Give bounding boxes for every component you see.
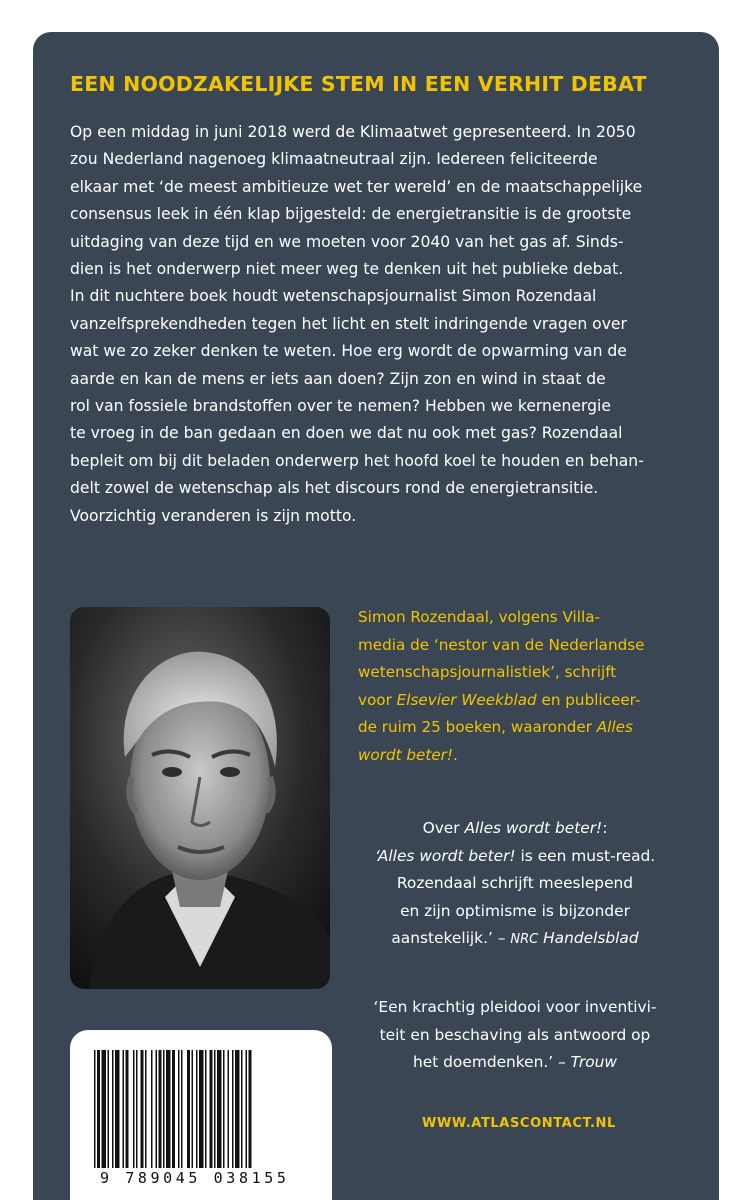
barcode-bar — [97, 1050, 100, 1168]
intro-line: vanzelfsprekendheden tegen het licht en stelt indringende vragen over — [70, 314, 627, 333]
barcode-bar — [249, 1050, 252, 1168]
barcode-bar — [163, 1050, 165, 1168]
barcode-bar — [145, 1050, 147, 1168]
barcode-bar — [108, 1050, 110, 1168]
barcode-bar — [115, 1050, 120, 1168]
barcode-bar — [205, 1050, 207, 1168]
barcode-bar — [214, 1050, 216, 1168]
barcode-bar — [228, 1050, 230, 1168]
barcode-bar — [172, 1050, 175, 1168]
isbn-number: 9 789045 038155 — [100, 1169, 290, 1187]
intro-line: aarde en kan de mens er iets aan doen? Zijn zon en wind in staat de — [70, 369, 606, 388]
intro-line: In dit nuchtere boek houdt wetenschapsjournalist Simon Rozendaal — [70, 287, 597, 306]
barcode-bar — [178, 1050, 180, 1168]
intro-line: dien is het onderwerp niet meer weg te denken uit het publieke debat. — [70, 260, 624, 279]
bio-line: media de ‘nestor van de Nederlandse — [358, 635, 645, 654]
barcode-bar — [199, 1050, 204, 1168]
review-quote-nrc: Over Alles wordt beter!: ‘Alles wordt beter! is een must-read. Rozendaal schrijft meeslepend en zijn optimisme is bijzonder aanstekelijk.’ – NRC Handelsblad — [374, 819, 656, 947]
barcode-bar — [94, 1050, 96, 1168]
barcode-bar — [217, 1050, 222, 1168]
bio-line: de ruim 25 boeken, waaronder Alles — [358, 718, 633, 736]
barcode-bar — [192, 1050, 194, 1168]
intro-line: rol van fossiele brandstoffen over te nemen? Hebben we kernenergie — [70, 397, 611, 416]
barcode-bar — [156, 1050, 158, 1168]
barcode-bar — [151, 1050, 153, 1168]
barcode — [70, 1030, 332, 1200]
barcode-bar — [102, 1050, 107, 1168]
bio-line: Simon Rozendaal, volgens Villa- — [358, 608, 600, 626]
barcode-bar — [159, 1050, 162, 1168]
intro-line: te vroeg in de ban gedaan en doen we dat nu ook met gas? Rozendaal — [70, 424, 623, 443]
intro-line: bepleit om bij dit beladen onderwerp het hoofd koel te houden en behan- — [70, 451, 644, 470]
intro-line: Voorzichtig veranderen is zijn motto. — [70, 506, 357, 525]
intro-line: delt zowel de wetenschap als het discours rond de energietransitie. — [70, 479, 599, 498]
intro-line: elkaar met ‘de meest ambitieuze wet ter wereld’ en de maatschappelijke — [70, 177, 643, 196]
barcode-bar — [210, 1050, 213, 1168]
author-bio — [358, 604, 688, 769]
intro-line: wat we zo zeker denken te weten. Hoe erg wordt de opwarming van de — [70, 342, 627, 361]
bio-line: voor Elsevier Weekblad en publiceer- — [358, 690, 641, 709]
barcode-bar — [141, 1050, 144, 1168]
barcode-bar — [246, 1050, 248, 1168]
barcode-bar — [235, 1050, 240, 1168]
barcode-bar — [241, 1050, 243, 1168]
author-photo — [70, 607, 330, 989]
barcode-bar — [232, 1050, 234, 1168]
headline: EEN NOODZAKELIJKE STEM IN EEN VERHIT DEBAT — [70, 72, 647, 96]
barcode-bar — [181, 1050, 183, 1168]
intro-line: zou Nederland nagenoeg klimaatneutraal zijn. Iedereen feliciteerde — [70, 150, 598, 169]
barcode-bar — [136, 1050, 138, 1168]
intro-line: Op een middag in juni 2018 werd de Klimaatwet gepresenteerd. In 2050 — [70, 123, 636, 141]
intro-line: consensus leek in één klap bijgesteld: de energietransitie is de grootste — [70, 205, 632, 224]
review-quote-trouw: ‘Een krachtig pleidooi voor inventivi- teit en beschaving als antwoord op het doemdenken.’ – Trouw — [373, 998, 657, 1071]
publisher-url[interactable]: WWW.ATLASCONTACT.NL — [422, 1116, 616, 1131]
barcode-bar — [123, 1050, 125, 1168]
barcode-bars — [94, 1050, 308, 1168]
intro-text — [70, 119, 688, 530]
barcode-bar — [187, 1050, 190, 1168]
intro-line: uitdaging van deze tijd en we moeten voor 2040 van het gas af. Sinds- — [70, 232, 624, 251]
barcode-bar — [196, 1050, 198, 1168]
intro-paragraph — [70, 119, 688, 530]
barcode-bar — [112, 1050, 114, 1168]
bio-line: wordt beter!. — [358, 745, 458, 764]
barcode-bar — [223, 1050, 225, 1168]
barcode-bar — [126, 1050, 129, 1168]
barcode-bar — [166, 1050, 171, 1168]
bio-line: wetenschapsjournalistiek’, schrijft — [358, 663, 617, 681]
barcode-bar — [133, 1050, 135, 1168]
